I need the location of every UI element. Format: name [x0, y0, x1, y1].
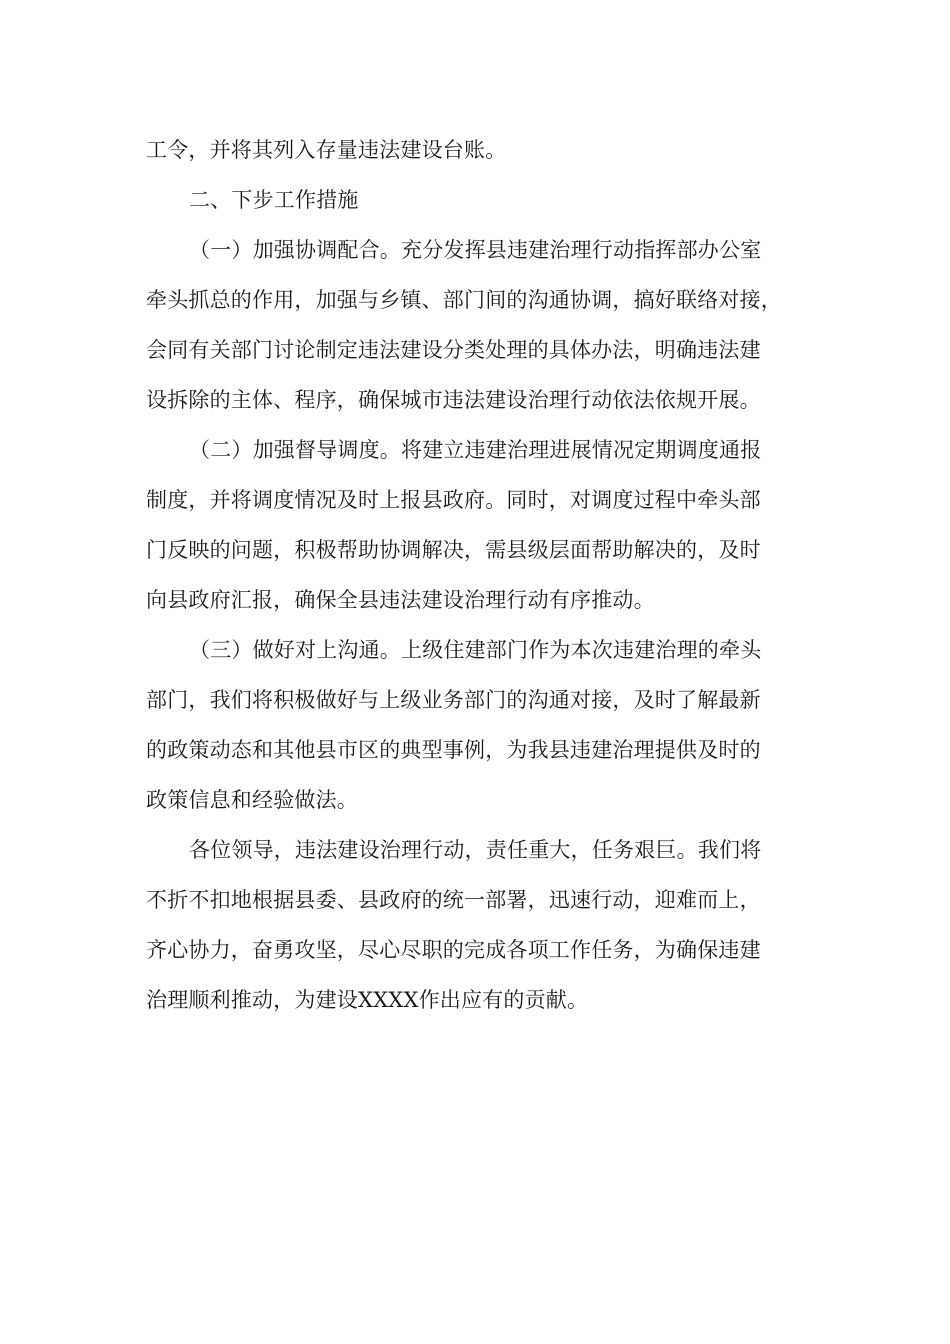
text-line-13: 的政策动态和其他县市区的典型事例，为我县违建治理提供及时的	[146, 738, 761, 762]
text-line-9: 门反映的问题，积极帮助协调解决，需县级层面帮助解决的，及时	[146, 538, 761, 562]
text-line-3: （一）加强协调配合。充分发挥县违建治理行动指挥部办公室	[189, 238, 762, 262]
text-line-10: 向县政府汇报，确保全县违法建设治理行动有序推动。	[146, 588, 655, 612]
text-line-18: 治理顺利推动，为建设XXXX作出应有的贡献。	[146, 988, 589, 1012]
text-line-15: 各位领导，违法建设治理行动，责任重大，任务艰巨。我们将	[189, 838, 762, 862]
text-line-12: 部门，我们将积极做好与上级业务部门的沟通对接，及时了解最新	[146, 688, 761, 712]
text-line-16: 不折不扣地根据县委、县政府的统一部署，迅速行动，迎难而上，	[146, 888, 761, 912]
text-line-8: 制度，并将调度情况及时上报县政府。同时，对调度过程中牵头部	[146, 488, 761, 512]
text-line-6: 设拆除的主体、程序，确保城市违法建设治理行动依法依规开展。	[146, 388, 761, 412]
text-line-14: 政策信息和经验做法。	[146, 788, 358, 812]
text-line-17: 齐心协力，奋勇攻坚，尽心尽职的完成各项工作任务，为确保违建	[146, 938, 761, 962]
text-line-4: 牵头抓总的作用，加强与乡镇、部门间的沟通协调，搞好联络对接，	[146, 288, 782, 312]
text-line-7: （二）加强督导调度。将建立违建治理进展情况定期调度通报	[189, 438, 762, 462]
section-heading: 二、下步工作措施	[189, 188, 359, 212]
text-line-5: 会同有关部门讨论制定违法建设分类处理的具体办法，明确违法建	[146, 338, 761, 362]
text-line-1: 工令，并将其列入存量违法建设台账。	[146, 138, 507, 162]
text-line-11: （三）做好对上沟通。上级住建部门作为本次违建治理的牵头	[189, 638, 762, 662]
